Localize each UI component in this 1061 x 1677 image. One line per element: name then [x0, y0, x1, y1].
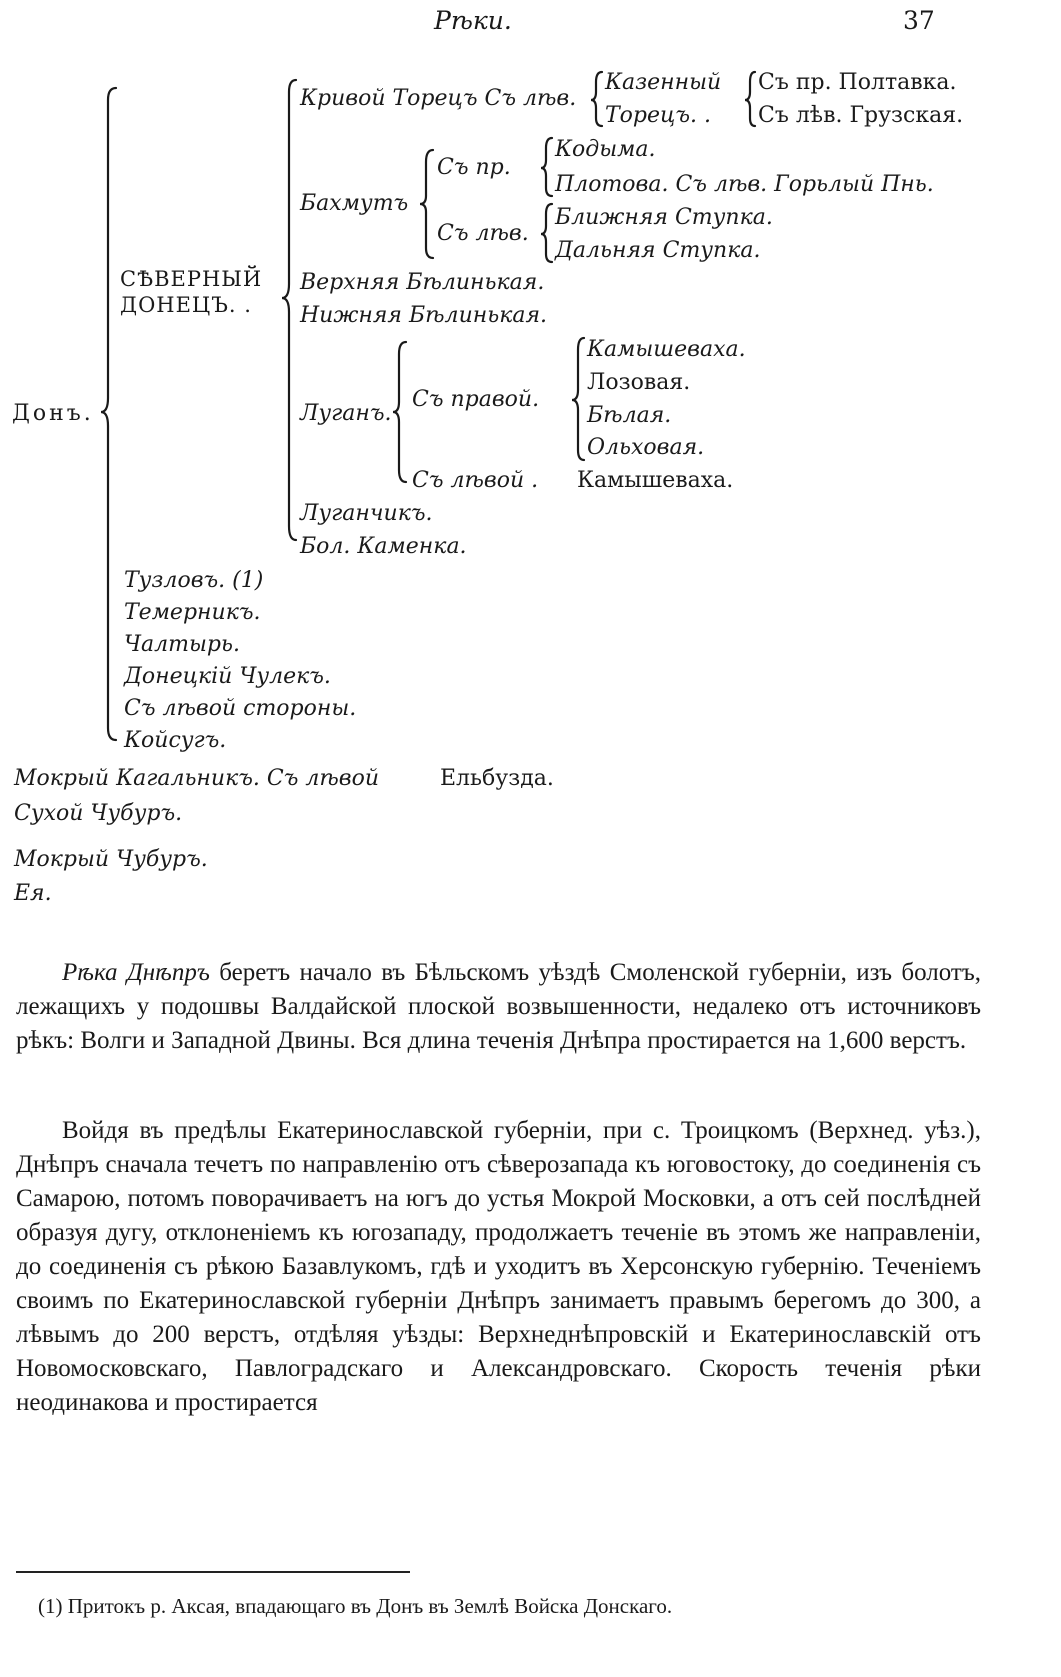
paragraph-dnieper-text: беретъ начало въ Бѣльскомъ уѣздѣ Смоленской губерніи, изъ болотъ, лежащихъ у подошвы Валдайской плоской возвышенности, недалеко отъ источниковъ рѣкъ: Волги и Западной Двины. Вся длина теченія Днѣпра простирается на 1,600 верстъ.: [16, 959, 982, 1054]
brace-bakhmut: [420, 150, 433, 258]
brace-krivoy: [591, 72, 602, 126]
river-kamyshevakha-2: Камышеваха.: [577, 468, 734, 493]
label-s-levoy: Съ лѣвой .: [412, 468, 539, 493]
river-luganchik: Луганчикъ.: [300, 501, 433, 526]
label-bakhmut-s-lev: Съ лѣв.: [437, 221, 529, 246]
river-mokry-kagalnik: Мокрый Кагальникъ. Съ лѣвой: [14, 766, 380, 791]
river-krivoy-torets: Кривой Торецъ Съ лѣв.: [300, 86, 577, 111]
river-koysug: Койсугъ.: [124, 728, 227, 753]
river-belaya: Бѣлая.: [587, 403, 672, 428]
brace-bakhmut-lev: [541, 204, 552, 262]
river-olkhovaya: Ольховая.: [587, 435, 705, 460]
river-kamyshevakha-1: Камышеваха.: [587, 337, 746, 362]
river-nizhnyaya-belinkaya: Нижняя Бѣлинькая.: [300, 303, 548, 328]
river-lozovaya: Лозовая.: [587, 370, 691, 395]
brace-lugan: [393, 342, 406, 482]
river-don: Донъ.: [12, 401, 94, 426]
label-s-pravoy: Съ правой.: [412, 387, 540, 412]
paragraph-dnieper-source: [16, 956, 981, 1058]
river-blizhnyaya-stupka: Ближняя Ступка.: [555, 205, 773, 230]
brace-don: [101, 88, 116, 740]
river-torets: Торецъ. .: [605, 103, 712, 128]
brace-donets: [282, 80, 296, 540]
river-kazenny: Казенный: [605, 70, 722, 95]
river-severny-donets: СѢВЕРНЫЙ ДОНЕЦЪ. .: [120, 267, 263, 317]
label-s-levoy-storony: Съ лѣвой стороны.: [124, 696, 357, 721]
river-eya: Ея.: [14, 881, 52, 906]
river-chaltyr: Чалтырь.: [124, 632, 240, 657]
river-bol-kamenka: Бол. Каменка.: [300, 534, 467, 559]
paragraph-dnieper-course: Войдя въ предѣлы Екатеринославской губерніи, при с. Троицкомъ (Верхнед. уѣз.), Днѣпръ сначала течетъ по направленію отъ сѣверозапада къ юговостоку, до соединенія съ Самарою, потомъ поворачиваетъ на югъ до устья Мокрой Московки, а отъ сей послѣдней образуя дугу, отклоненіемъ къ югозападу, продолжаетъ теченіе въ этомъ же направленіи, до соединенія съ рѣкою Базавлукомъ, гдѣ и уходитъ въ Херсонскую губернію. Теченіемъ своимъ по Екатеринославской губерніи Днѣпръ занимаетъ правымъ берегомъ до 300, а лѣвымъ до 200 верстъ, отдѣляя уѣзды: Верхнеднѣпровскій и Екатеринославскій отъ Новомосковскаго, Павлоградскаго и Александровскаго. Скорость теченія рѣки неодинакова и простирается: [16, 1117, 981, 1416]
river-temernik: Темерникъ.: [124, 600, 261, 625]
river-mokry-chubur: Мокрый Чубуръ.: [14, 847, 208, 872]
river-elbuzda: Ельбузда.: [440, 766, 554, 791]
river-gruzskaya: Съ лѣв. Грузская.: [758, 103, 964, 128]
river-sukhoy-chubur: Сухой Чубуръ.: [14, 801, 183, 826]
river-dalnyaya-stupka: Дальняя Ступка.: [555, 238, 761, 263]
label-bakhmut-s-pr: Съ пр.: [437, 155, 511, 180]
brace-kazenny: [745, 72, 755, 126]
river-verkhnyaya-belinkaya: Верхняя Бѣлинькая.: [300, 270, 545, 295]
paragraph-dnieper-title: Рѣка Днѣпръ: [62, 959, 210, 986]
brace-bakhmut-pr: [541, 138, 552, 196]
river-tuzlov: Тузловъ. (1): [124, 568, 264, 593]
river-donetskiy-chulek: Донецкій Чулекъ.: [124, 664, 331, 689]
running-title: Рѣки.: [434, 6, 512, 35]
footnote-rule: [16, 1571, 410, 1573]
brace-s-pravoy: [572, 338, 584, 460]
page-number: 37: [903, 6, 935, 35]
river-lugan: Луганъ.: [300, 401, 392, 426]
river-plotova: Плотова. Съ лѣв. Горьлый Пнь.: [555, 172, 934, 197]
river-bakhmut: Бахмутъ: [300, 191, 409, 216]
river-poltavka: Съ пр. Полтавка.: [758, 70, 957, 95]
footnote: (1) Притокъ р. Аксая, впадающаго въ Донъ въ Землѣ Войска Донскаго.: [38, 1594, 673, 1618]
river-kodyma: Кодыма.: [555, 137, 656, 162]
